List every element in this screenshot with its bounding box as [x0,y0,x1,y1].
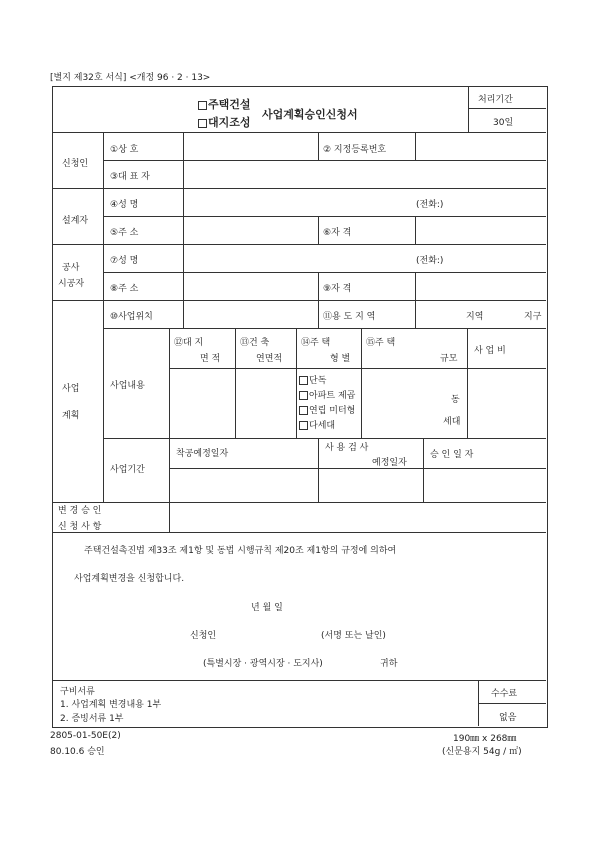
statement-applicant: 신청인 [190,631,217,641]
checkbox-icon[interactable] [299,376,308,385]
approval-date-label: 승 인 일 자 [430,450,474,460]
constructor-section-2: 시공자 [58,279,85,289]
district-zone: 지구 [524,312,542,322]
form-code: 2805-01-50E(2) [50,731,121,741]
designer-section: 설계자 [62,216,89,226]
fee-label: 수수료 [491,689,518,699]
statement-date: 년 월 일 [251,603,283,613]
district-area: 지역 [466,312,484,322]
constructor-address-label: ⑧주 소 [110,284,139,294]
constructor-license-label: ⑨자 격 [323,284,352,294]
statement-honorific: 귀하 [380,659,398,669]
statement-signature: (서명 또는 날인) [321,631,386,641]
change-label-1: 변 경 승 인 [58,506,102,516]
representative-label: ③대 표 자 [110,172,150,182]
use-inspection-label-2: 예정일자 [372,458,407,468]
paper-size: 190㎜ x 268㎜ [453,734,517,744]
type-multi-family[interactable]: 다세대 [299,418,335,431]
option-site[interactable]: 대지조성 [198,114,251,130]
constructor-phone: (전화:) [416,256,444,266]
units-label-2: 세대 [443,417,461,427]
designer-phone: (전화:) [416,200,444,210]
checkbox-icon[interactable] [299,421,308,430]
house-scale-label-1: ⑮주 택 [366,338,396,348]
fee-value: 없음 [499,713,517,723]
type-apartment[interactable]: 아파트 제곱 [299,388,355,401]
documents-label: 구비서류 [60,687,95,697]
document-item: 1. 사업계획 변경내용 1부 [60,700,162,710]
constructor-name-label: ⑦성 명 [110,256,139,266]
trade-name-label: ①상 호 [110,145,139,155]
checkbox-icon[interactable] [198,119,207,128]
statement-line-1: 주택건설촉진법 제33조 제1항 및 동법 시행규칙 제20조 제1항의 규정에 의하여 [84,546,397,556]
plan-section-2: 계획 [62,411,80,421]
applicant-section: 신청인 [62,159,89,169]
units-label-1: 동 [451,395,460,405]
processing-label: 처리기간 [478,95,513,105]
constructor-section-1: 공사 [62,263,80,273]
statement-recipient: (특별시장 · 광역시장 · 도지사) [203,659,323,669]
period-label: 사업기간 [110,465,145,475]
option-housing[interactable]: 주택건설 [198,96,251,112]
house-type-label-1: ⑭주 택 [301,338,331,348]
house-type-label-2: 형 별 [330,354,351,364]
location-label: ⑩사업위치 [110,312,153,322]
cost-label: 사 업 비 [474,346,506,356]
use-inspection-label-1: 사 용 검 사 [325,443,369,453]
checkbox-icon[interactable] [299,391,308,400]
floor-area-label-1: ⑬건 축 [240,338,270,348]
floor-area-label-2: 연면적 [256,354,283,364]
checkbox-icon[interactable] [198,101,207,110]
site-area-label-2: 면 적 [200,354,221,364]
plan-section-1: 사업 [62,384,80,394]
designer-name-label: ④성 명 [110,200,139,210]
change-label-2: 신 청 사 항 [58,522,102,532]
processing-value: 30일 [493,118,514,128]
content-label: 사업내용 [110,381,145,391]
type-detached[interactable]: 단독 [299,373,326,386]
form-approved: 80.10.6 승인 [50,747,105,757]
reg-no-label: ② 지정등록번호 [323,145,387,155]
paper-weight: (신문용지 54g / ㎡) [442,747,522,757]
form-title: 사업계획승인신청서 [262,108,358,121]
house-scale-label-2: 규모 [440,354,458,364]
start-date-label: 착공예정일자 [176,449,229,459]
zoning-label: ⑪용 도 지 역 [323,312,376,322]
site-area-label-1: ⑫대 지 [174,338,204,348]
checkbox-icon[interactable] [299,406,308,415]
statement-line-2: 사업계획변경을 신청합니다. [74,574,185,584]
designer-address-label: ⑤주 소 [110,228,139,238]
type-row-house[interactable]: 연립 미터형 [299,403,355,416]
document-item: 2. 증빙서류 1부 [60,714,124,724]
designer-license-label: ⑥자 격 [323,228,352,238]
form-note: [별지 제32호 서식] <개정 96 · 2 · 13> [50,73,211,83]
